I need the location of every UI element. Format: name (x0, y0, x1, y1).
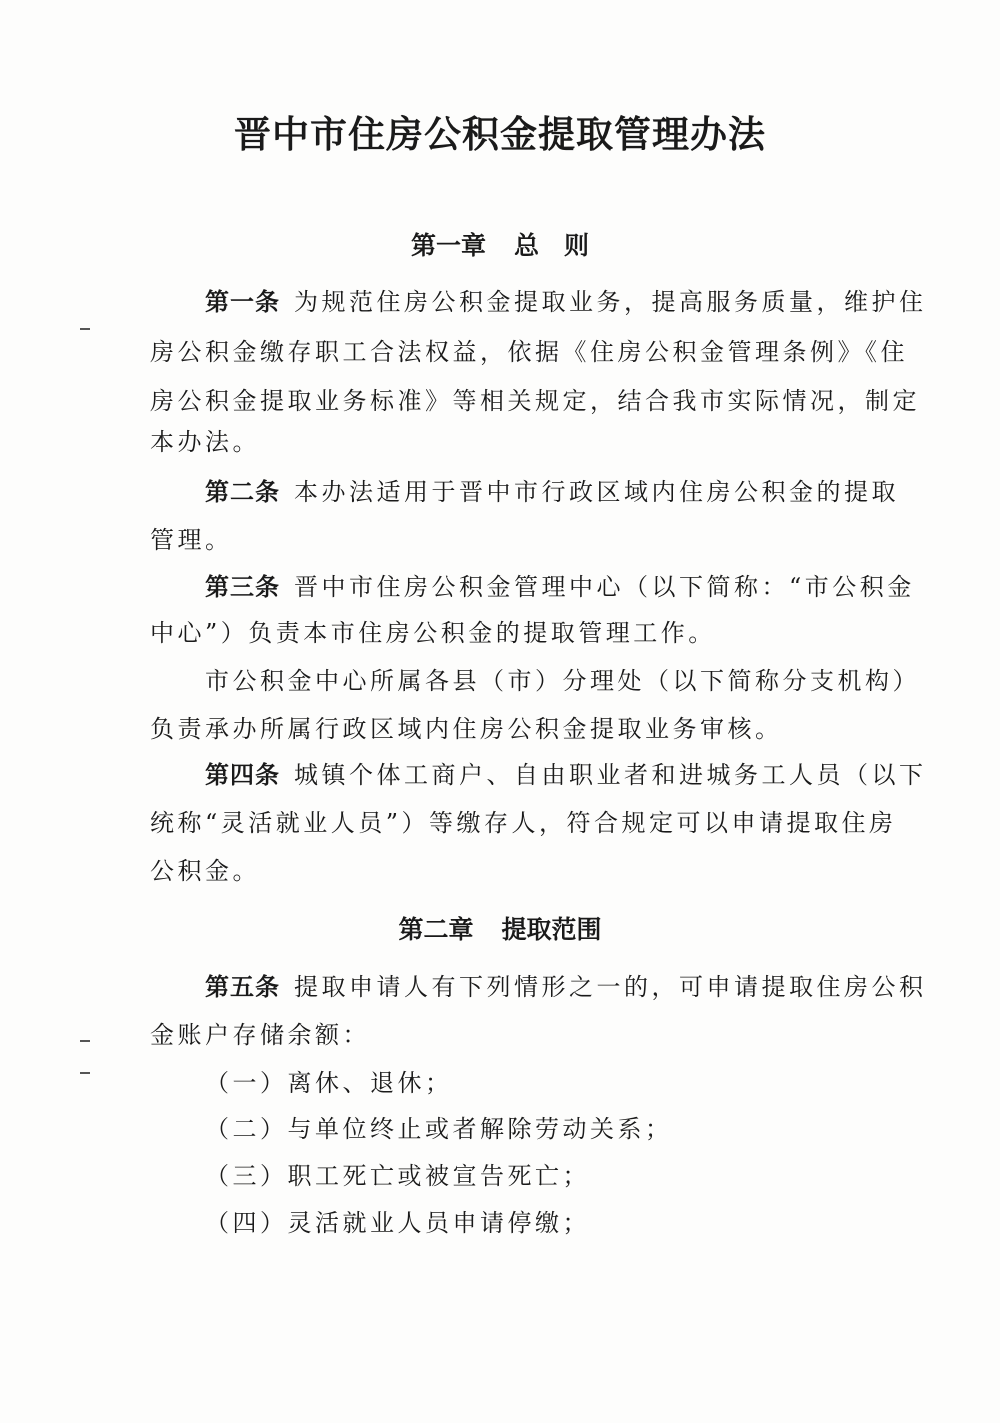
article-2-line-1: 第二条 本办法适用于晋中市行政区域内住房公积金的提取 (205, 478, 899, 506)
article-3-heading: 第三条 (205, 573, 280, 601)
scan-margin-mark (80, 1040, 90, 1042)
article-5-line-2: 金账户存储余额： (150, 1021, 370, 1049)
article-3-para-2-line-2: 负责承办所属行政区域内住房公积金提取业务审核。 (150, 715, 783, 743)
article-3-para-2-line-1: 市公积金中心所属各县（市）分理处（以下简称分支机构） (205, 667, 920, 695)
article-4-line-2: 统称“灵活就业人员”）等缴存人，符合规定可以申请提取住房 (150, 809, 897, 837)
list-item: （一）离休、退休； (205, 1069, 453, 1097)
scan-margin-mark (80, 328, 90, 330)
article-1-heading: 第一条 (205, 288, 280, 316)
article-2-line-2: 管理。 (150, 526, 233, 554)
article-3-line-1: 第三条 晋中市住房公积金管理中心（以下简称：“市公积金 (205, 573, 915, 601)
chapter-2-label: 第二章 (398, 915, 474, 944)
scan-margin-mark (80, 1072, 90, 1074)
article-1-line-2: 房公积金缴存职工合法权益，依据《住房公积金管理条例》《住 (150, 338, 908, 366)
article-1-line-4: 本办法。 (150, 428, 260, 456)
article-5-heading: 第五条 (205, 973, 280, 1001)
chapter-heading-2 (0, 910, 1000, 946)
article-1-line-3: 房公积金提取业务标准》等相关规定，结合我市实际情况，制定 (150, 387, 920, 415)
article-5-line-1: 第五条 提取申请人有下列情形之一的，可申请提取住房公积 (205, 973, 927, 1001)
list-item: （二）与单位终止或者解除劳动关系； (205, 1115, 673, 1143)
chapter-1-label: 第一章 (410, 231, 486, 260)
article-2-heading: 第二条 (205, 478, 280, 506)
article-4-line-3: 公积金。 (150, 857, 260, 885)
chapter-2-name: 提取范围 (501, 915, 602, 944)
article-4-line-1: 第四条 城镇个体工商户、自由职业者和进城务工人员（以下 (205, 761, 927, 789)
article-4-heading: 第四条 (205, 761, 280, 789)
list-item: （四）灵活就业人员申请停缴； (205, 1209, 590, 1237)
chapter-1-name: 总 则 (514, 231, 590, 260)
article-1-line-1: 第一条 为规范住房公积金提取业务，提高服务质量，维护住 (205, 288, 927, 316)
document-title: 晋中市住房公积金提取管理办法 (234, 113, 766, 156)
article-3-line-2: 中心”）负责本市住房公积金的提取管理工作。 (150, 619, 716, 647)
list-item: （三）职工死亡或被宣告死亡； (205, 1162, 590, 1190)
chapter-heading-1 (0, 226, 1000, 262)
